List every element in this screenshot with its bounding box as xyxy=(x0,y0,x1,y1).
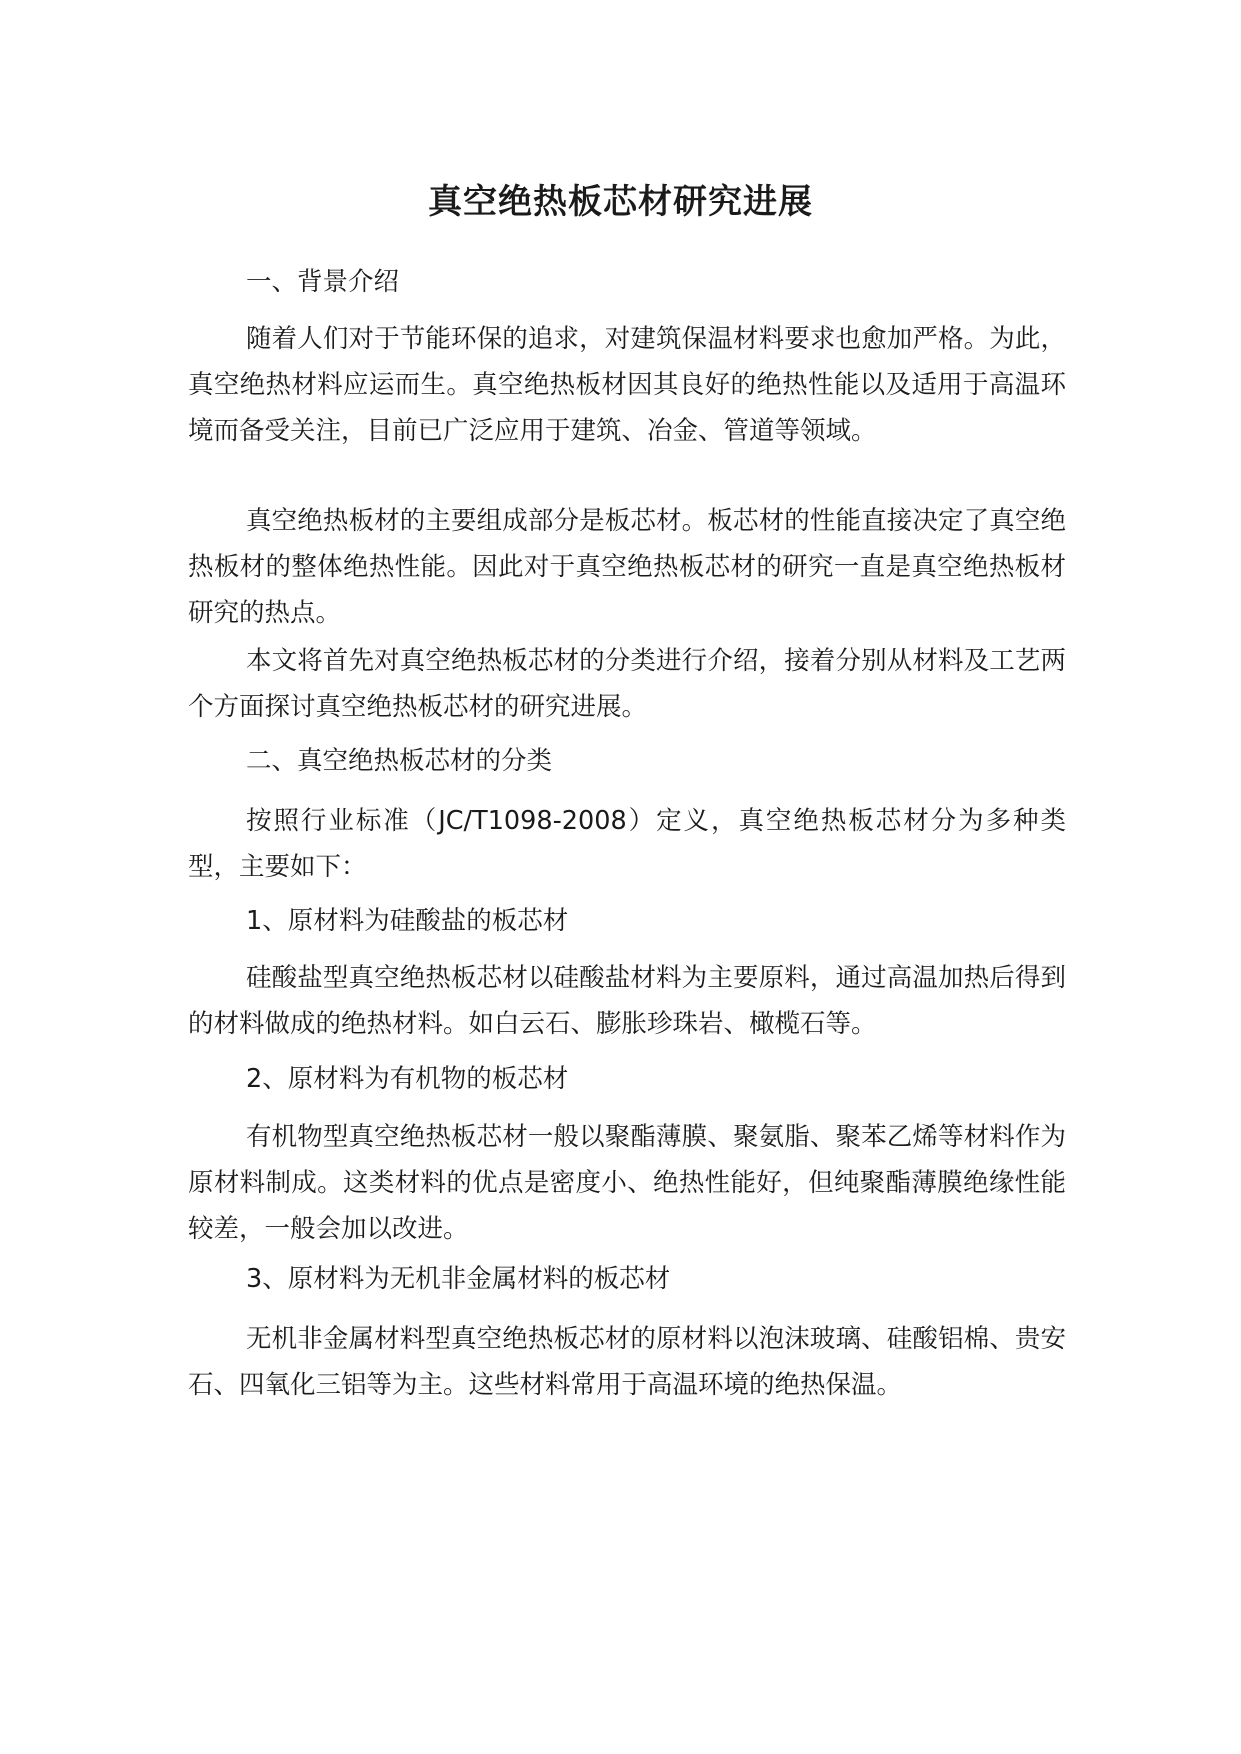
paragraph-intro-3: 本文将首先对真空绝热板芯材的分类进行介绍，接着分别从材料及工艺两个方面探讨真空绝热板芯材的研究进展。 xyxy=(188,646,1066,722)
paragraph-silicate: 硅酸盐型真空绝热板芯材以硅酸盐材料为主要原料，通过高温加热后得到的材料做成的绝热材料。如白云石、膨胀珍珠岩、橄榄石等。 xyxy=(188,963,1066,1039)
paragraph-intro-1: 随着人们对于节能环保的追求，对建筑保温材料要求也愈加严格。为此，真空绝热材料应运而生。真空绝热板材因其良好的绝热性能以及适用于高温环境而备受关注，目前已广泛应用于建筑、冶金、管道等领域。 xyxy=(188,324,1066,446)
paragraph-inorganic: 无机非金属材料型真空绝热板芯材的原材料以泡沫玻璃、硅酸铝棉、贵安石、四氧化三铝等为主。这些材料常用于高温环境的绝热保温。 xyxy=(188,1324,1066,1400)
paragraph-standard: 按照行业标准（JC/T1098-2008）定义，真空绝热板芯材分为多种类型，主要如下： xyxy=(188,806,1066,882)
paragraph-intro-2: 真空绝热板材的主要组成部分是板芯材。板芯材的性能直接决定了真空绝热板材的整体绝热性能。因此对于真空绝热板芯材的研究一直是真空绝热板材研究的热点。 xyxy=(188,506,1066,628)
section-heading-background: 一、背景介绍 xyxy=(246,267,400,297)
paragraph-organic: 有机物型真空绝热板芯材一般以聚酯薄膜、聚氨脂、聚苯乙烯等材料作为原材料制成。这类材料的优点是密度小、绝热性能好，但纯聚酯薄膜绝缘性能较差，一般会加以改进。 xyxy=(188,1122,1066,1244)
document-title: 真空绝热板芯材研究进展 xyxy=(428,182,813,222)
subheading-silicate: 1、原材料为硅酸盐的板芯材 xyxy=(246,906,569,936)
subheading-organic: 2、原材料为有机物的板芯材 xyxy=(246,1064,569,1094)
section-heading-classification: 二、真空绝热板芯材的分类 xyxy=(246,746,553,776)
subheading-inorganic: 3、原材料为无机非金属材料的板芯材 xyxy=(246,1264,671,1294)
